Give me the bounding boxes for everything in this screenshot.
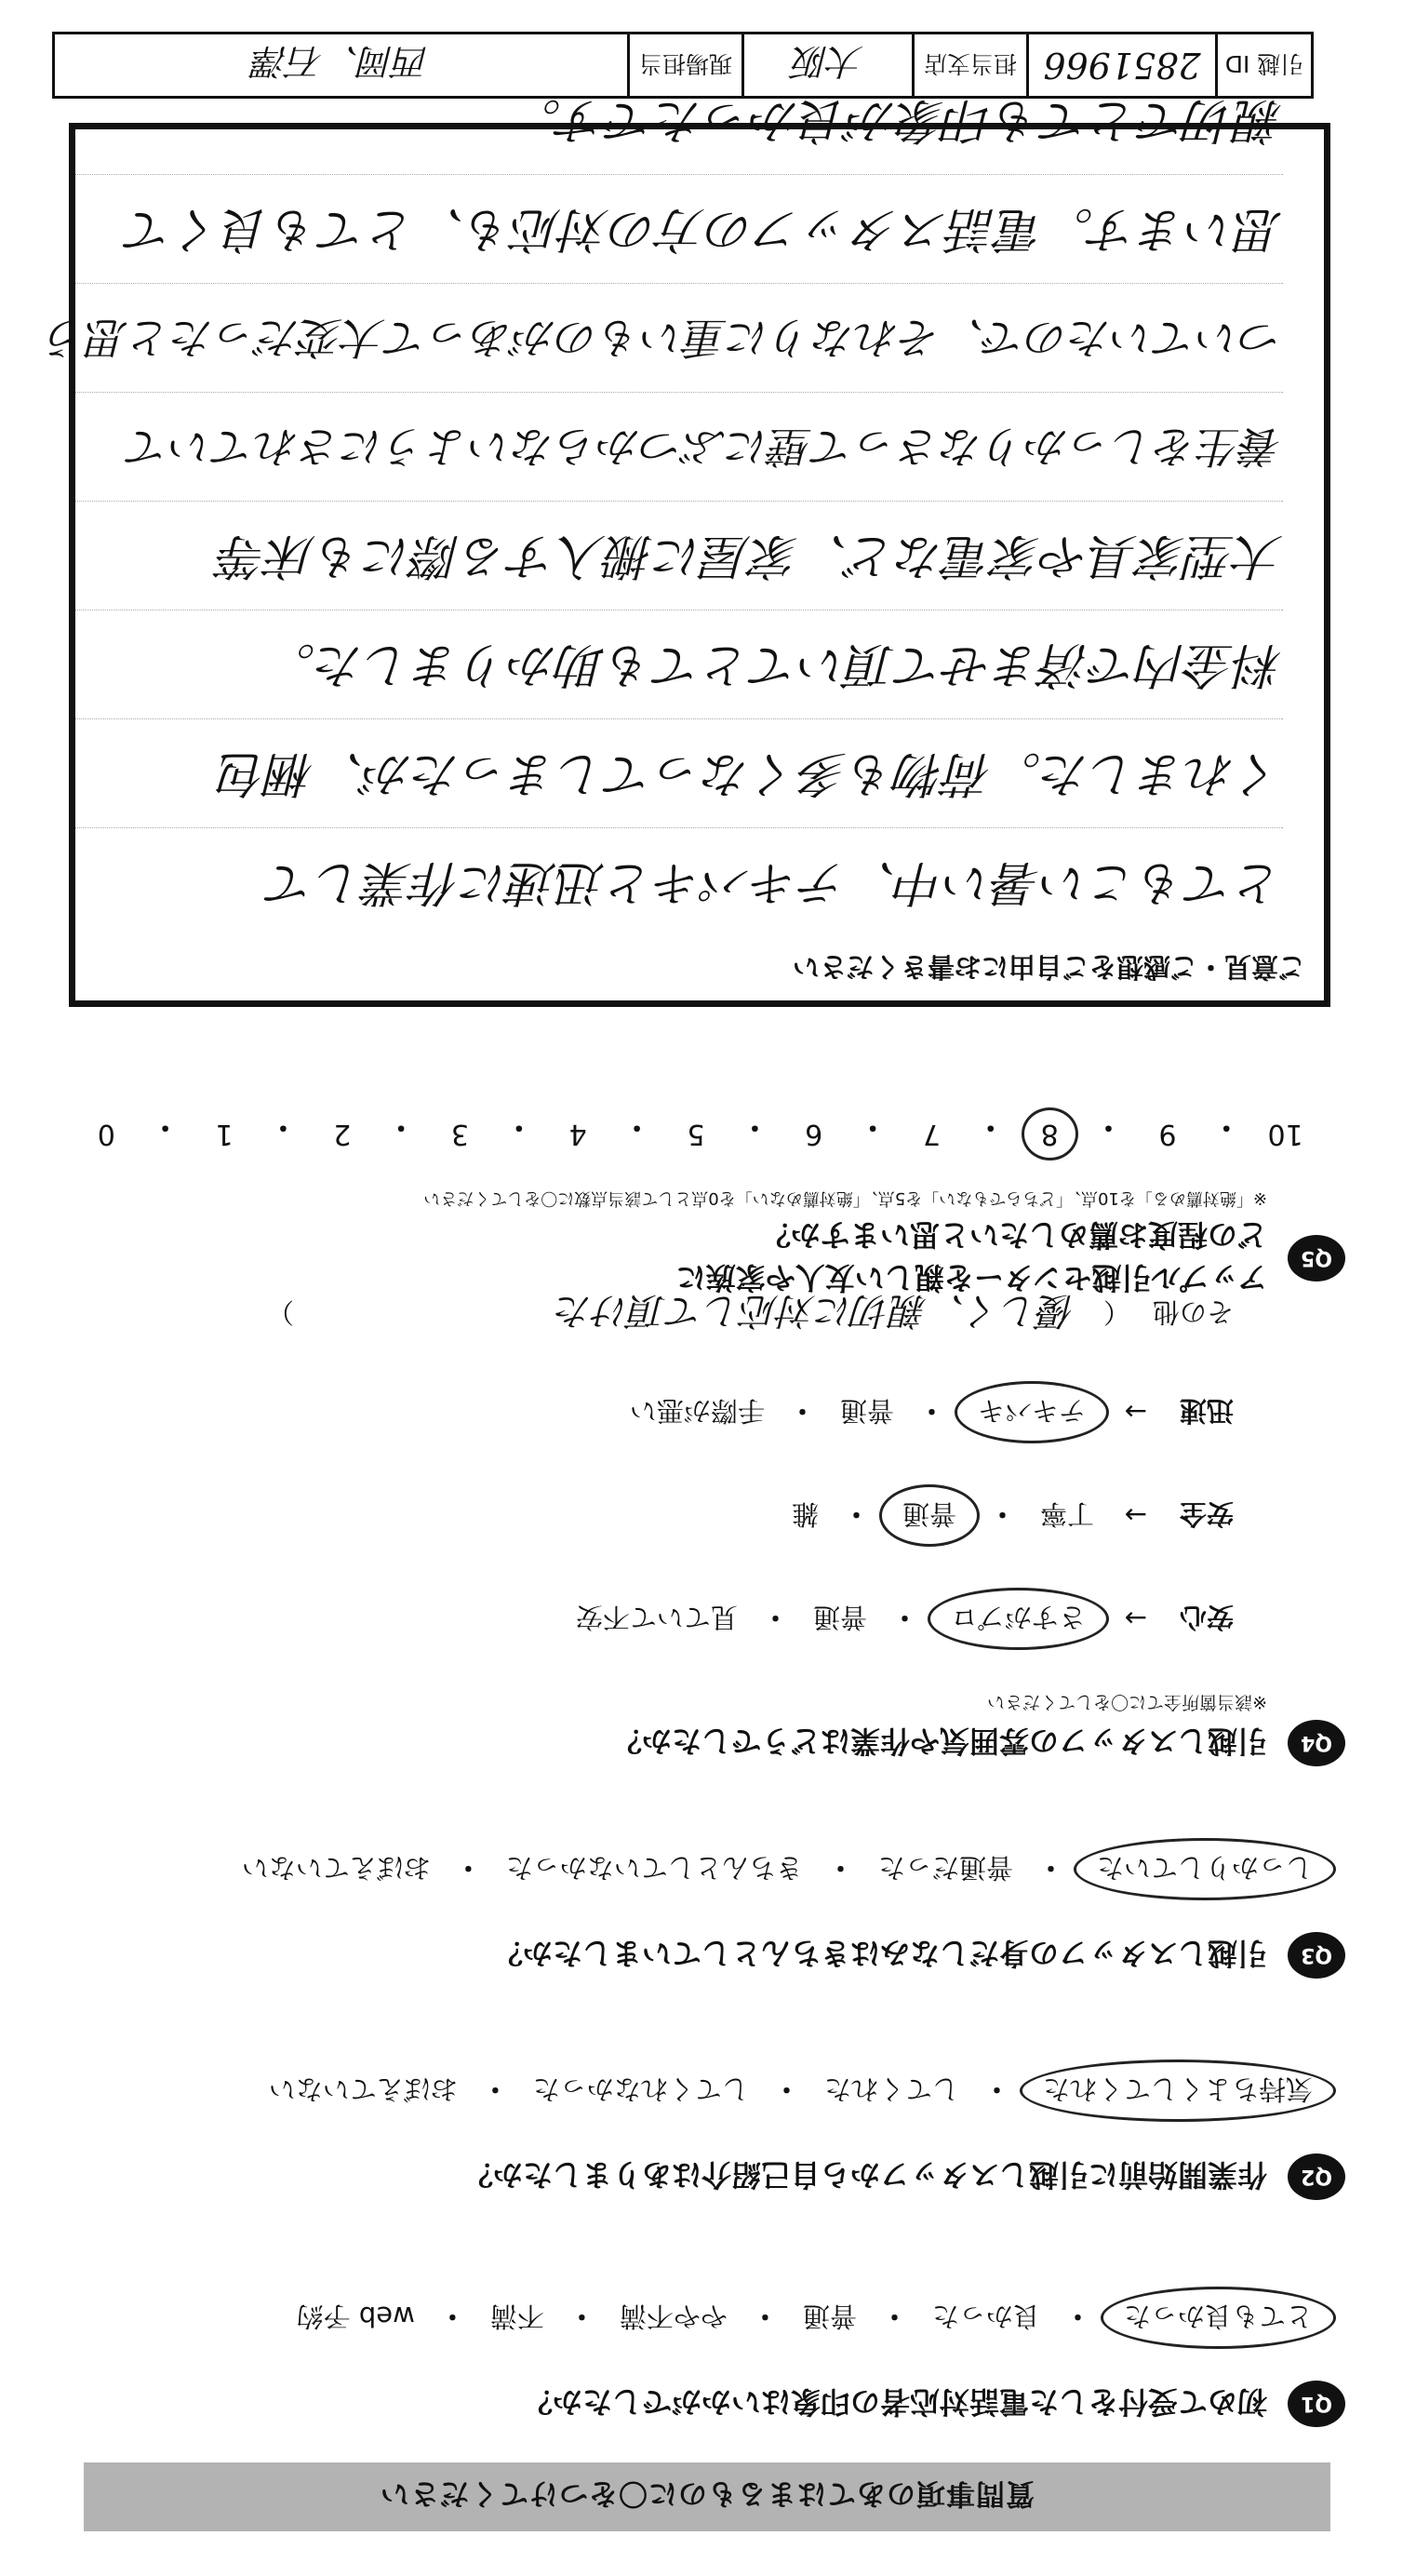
question-badge: Q4 — [1288, 1720, 1345, 1766]
option-selected[interactable]: 普通 — [879, 1484, 980, 1547]
rating-option[interactable]: 0 — [97, 1118, 115, 1150]
option[interactable]: おぼえていない — [241, 1852, 431, 1884]
option-selected[interactable]: しっかりしていた — [1074, 1838, 1336, 1900]
option[interactable]: 普通 — [812, 1602, 867, 1633]
sub-question-anzen: 安全 → 丁寧 ・ 普通 ・ 雑 — [61, 1484, 1234, 1547]
sub-question-label: 迅速 — [1179, 1395, 1234, 1427]
move-id-label: 引越 ID — [1215, 34, 1311, 96]
rating-option[interactable]: 9 — [1158, 1118, 1177, 1150]
option[interactable]: 雑 — [791, 1498, 819, 1530]
question-text: 引越しスタッフの雰囲気や作業はどうでしたか？ — [611, 1724, 1267, 1759]
option[interactable]: やや不満 — [619, 2301, 728, 2332]
sub-question-jinsoku: 迅速 → テキパキ ・ 普通 ・ 手際が悪い — [61, 1381, 1234, 1443]
option-selected[interactable]: テキパキ — [955, 1381, 1109, 1443]
question-3 — [61, 1838, 1345, 1979]
option[interactable]: 見ていて不安 — [575, 1602, 738, 1633]
question-1 — [61, 2287, 1345, 2427]
option[interactable]: してくれた — [823, 2073, 959, 2105]
answer-options: しっかりしていた ・ 普通だった ・ きちんとしていなかった ・ おぼえていない — [61, 1838, 1336, 1900]
staff-label: 現場担当 — [627, 34, 741, 96]
option[interactable]: おぼえていない — [268, 2073, 458, 2105]
question-text: 引越しスタッフの身だしなみはきちんとしていましたか？ — [492, 1936, 1267, 1971]
rating-option[interactable]: 5 — [687, 1118, 705, 1150]
move-id-value[interactable]: 2851966 — [1026, 34, 1215, 96]
instruction-banner: 質問事項のあてはまるものに〇をつけてください — [84, 2462, 1330, 2531]
branch-label: 担当支店 — [912, 34, 1026, 96]
comment-line: 思います。電話スタッフの方の対応も、とても良くて — [75, 174, 1283, 283]
other-answer-field[interactable]: 優しく、親切に対応して頂けた — [554, 1289, 1075, 1332]
question-text: どの程度お薦めしたいと思いますか？ — [760, 1217, 1267, 1253]
option[interactable]: 不満 — [489, 2301, 544, 2332]
rating-option[interactable]: 2 — [333, 1118, 352, 1150]
comment-line: 養生をしっかりなさって壁にぶつからないようにされていて — [75, 392, 1283, 501]
arrow-icon: → — [1124, 1499, 1148, 1532]
rating-option[interactable]: 10 — [1267, 1118, 1303, 1150]
option-selected[interactable]: とても良かった — [1101, 2287, 1336, 2349]
comments-title: ご意見・ご感想をご自由にお書きください — [792, 951, 1305, 983]
rating-option[interactable]: 6 — [805, 1118, 823, 1150]
question-note: ※「絶対薦める」を10点、「どちらでもない」を5点、「絶対薦めない」を0点として該当点数に〇をしてください — [423, 1188, 1267, 1208]
question-5 — [61, 1109, 1345, 1301]
branch-value[interactable]: 大阪 — [741, 34, 912, 96]
rating-option[interactable]: 3 — [450, 1118, 470, 1150]
rating-option[interactable]: 7 — [922, 1118, 941, 1150]
rating-scale: 10 ・ 9 ・ 8 ・ 7 ・ 6 ・ 5 ・ 4 ・ 3 ・ 2 ・ 1 ・ 0 — [61, 1109, 1330, 1150]
question-badge: Q2 — [1288, 2153, 1345, 2200]
other-label: その他 — [1152, 1296, 1234, 1328]
answer-options: とても良かった ・ 良かった ・ 普通 ・ やや不満 ・ 不満 ・ web 予約 — [61, 2287, 1336, 2349]
question-badge: Q5 — [1288, 1235, 1345, 1281]
comment-line: くれました。荷物も多くなってしまったが、梱包 — [75, 718, 1283, 827]
option[interactable]: 普通だった — [877, 1852, 1013, 1884]
option[interactable]: web 予約 — [296, 2301, 415, 2332]
comment-line: とてもこい暑い中、テキパキと迅速に作業して — [75, 827, 1283, 936]
question-badge: Q3 — [1288, 1932, 1345, 1979]
question-note: ※該当箇所全てに〇をしてください — [987, 1692, 1267, 1712]
arrow-icon: → — [1124, 1603, 1148, 1635]
comment-line: 親切でとても印象が良かったです。 — [513, 92, 1283, 148]
sub-question-anshin: 安心 → さすがプロ ・ 普通 ・ 見ていて不安 — [61, 1588, 1234, 1650]
option[interactable]: 丁寧 — [1039, 1498, 1094, 1530]
option[interactable]: 普通 — [839, 1395, 894, 1427]
record-table — [52, 32, 1314, 99]
rating-option-selected[interactable]: 8 — [1022, 1107, 1078, 1161]
question-badge: Q1 — [1288, 2381, 1345, 2427]
option[interactable]: してくれなかった — [532, 2073, 749, 2105]
option[interactable]: きちんとしていなかった — [505, 1852, 803, 1884]
sub-question-label: 安心 — [1179, 1602, 1234, 1633]
sub-question-label: 安全 — [1179, 1498, 1234, 1530]
question-text: 初めて受付をした電話対応者の印象はいかがでしたか？ — [522, 2384, 1267, 2420]
comment-line: 大型家具や家電など、家屋に搬入する際にも床等 — [75, 501, 1283, 610]
rating-option[interactable]: 1 — [215, 1118, 234, 1150]
question-text: 作業開始前に引越しスタッフから自己紹介はありましたか？ — [462, 2157, 1267, 2193]
question-4 — [61, 1287, 1345, 1766]
option-selected[interactable]: 気持ちよくしてくれた — [1020, 2059, 1336, 2122]
comment-line: ついていたので、それなりに重いものがあって大変だったと思う — [75, 283, 1283, 392]
question-text: アップル引越センターを親しい友人や家族に — [675, 1260, 1267, 1295]
staff-value[interactable]: 西岡、石澤 — [252, 41, 430, 83]
arrow-icon: → — [1124, 1396, 1148, 1429]
option[interactable]: 手際が悪い — [629, 1395, 765, 1427]
option[interactable]: 良かった — [931, 2301, 1040, 2332]
comment-line: 料金内で済ませて頂いてとても助かりました。 — [75, 610, 1283, 718]
rating-option[interactable]: 4 — [568, 1118, 587, 1150]
answer-options: 気持ちよくしてくれた ・ してくれた ・ してくれなかった ・ おぼえていない — [61, 2059, 1336, 2122]
option[interactable]: 普通 — [802, 2301, 857, 2332]
question-2 — [61, 2059, 1345, 2200]
sub-question-other: その他 （ 優しく、親切に対応して頂けた ） — [61, 1287, 1234, 1340]
comments-box[interactable] — [43, 92, 1330, 1007]
option-selected[interactable]: さすがプロ — [928, 1588, 1109, 1650]
